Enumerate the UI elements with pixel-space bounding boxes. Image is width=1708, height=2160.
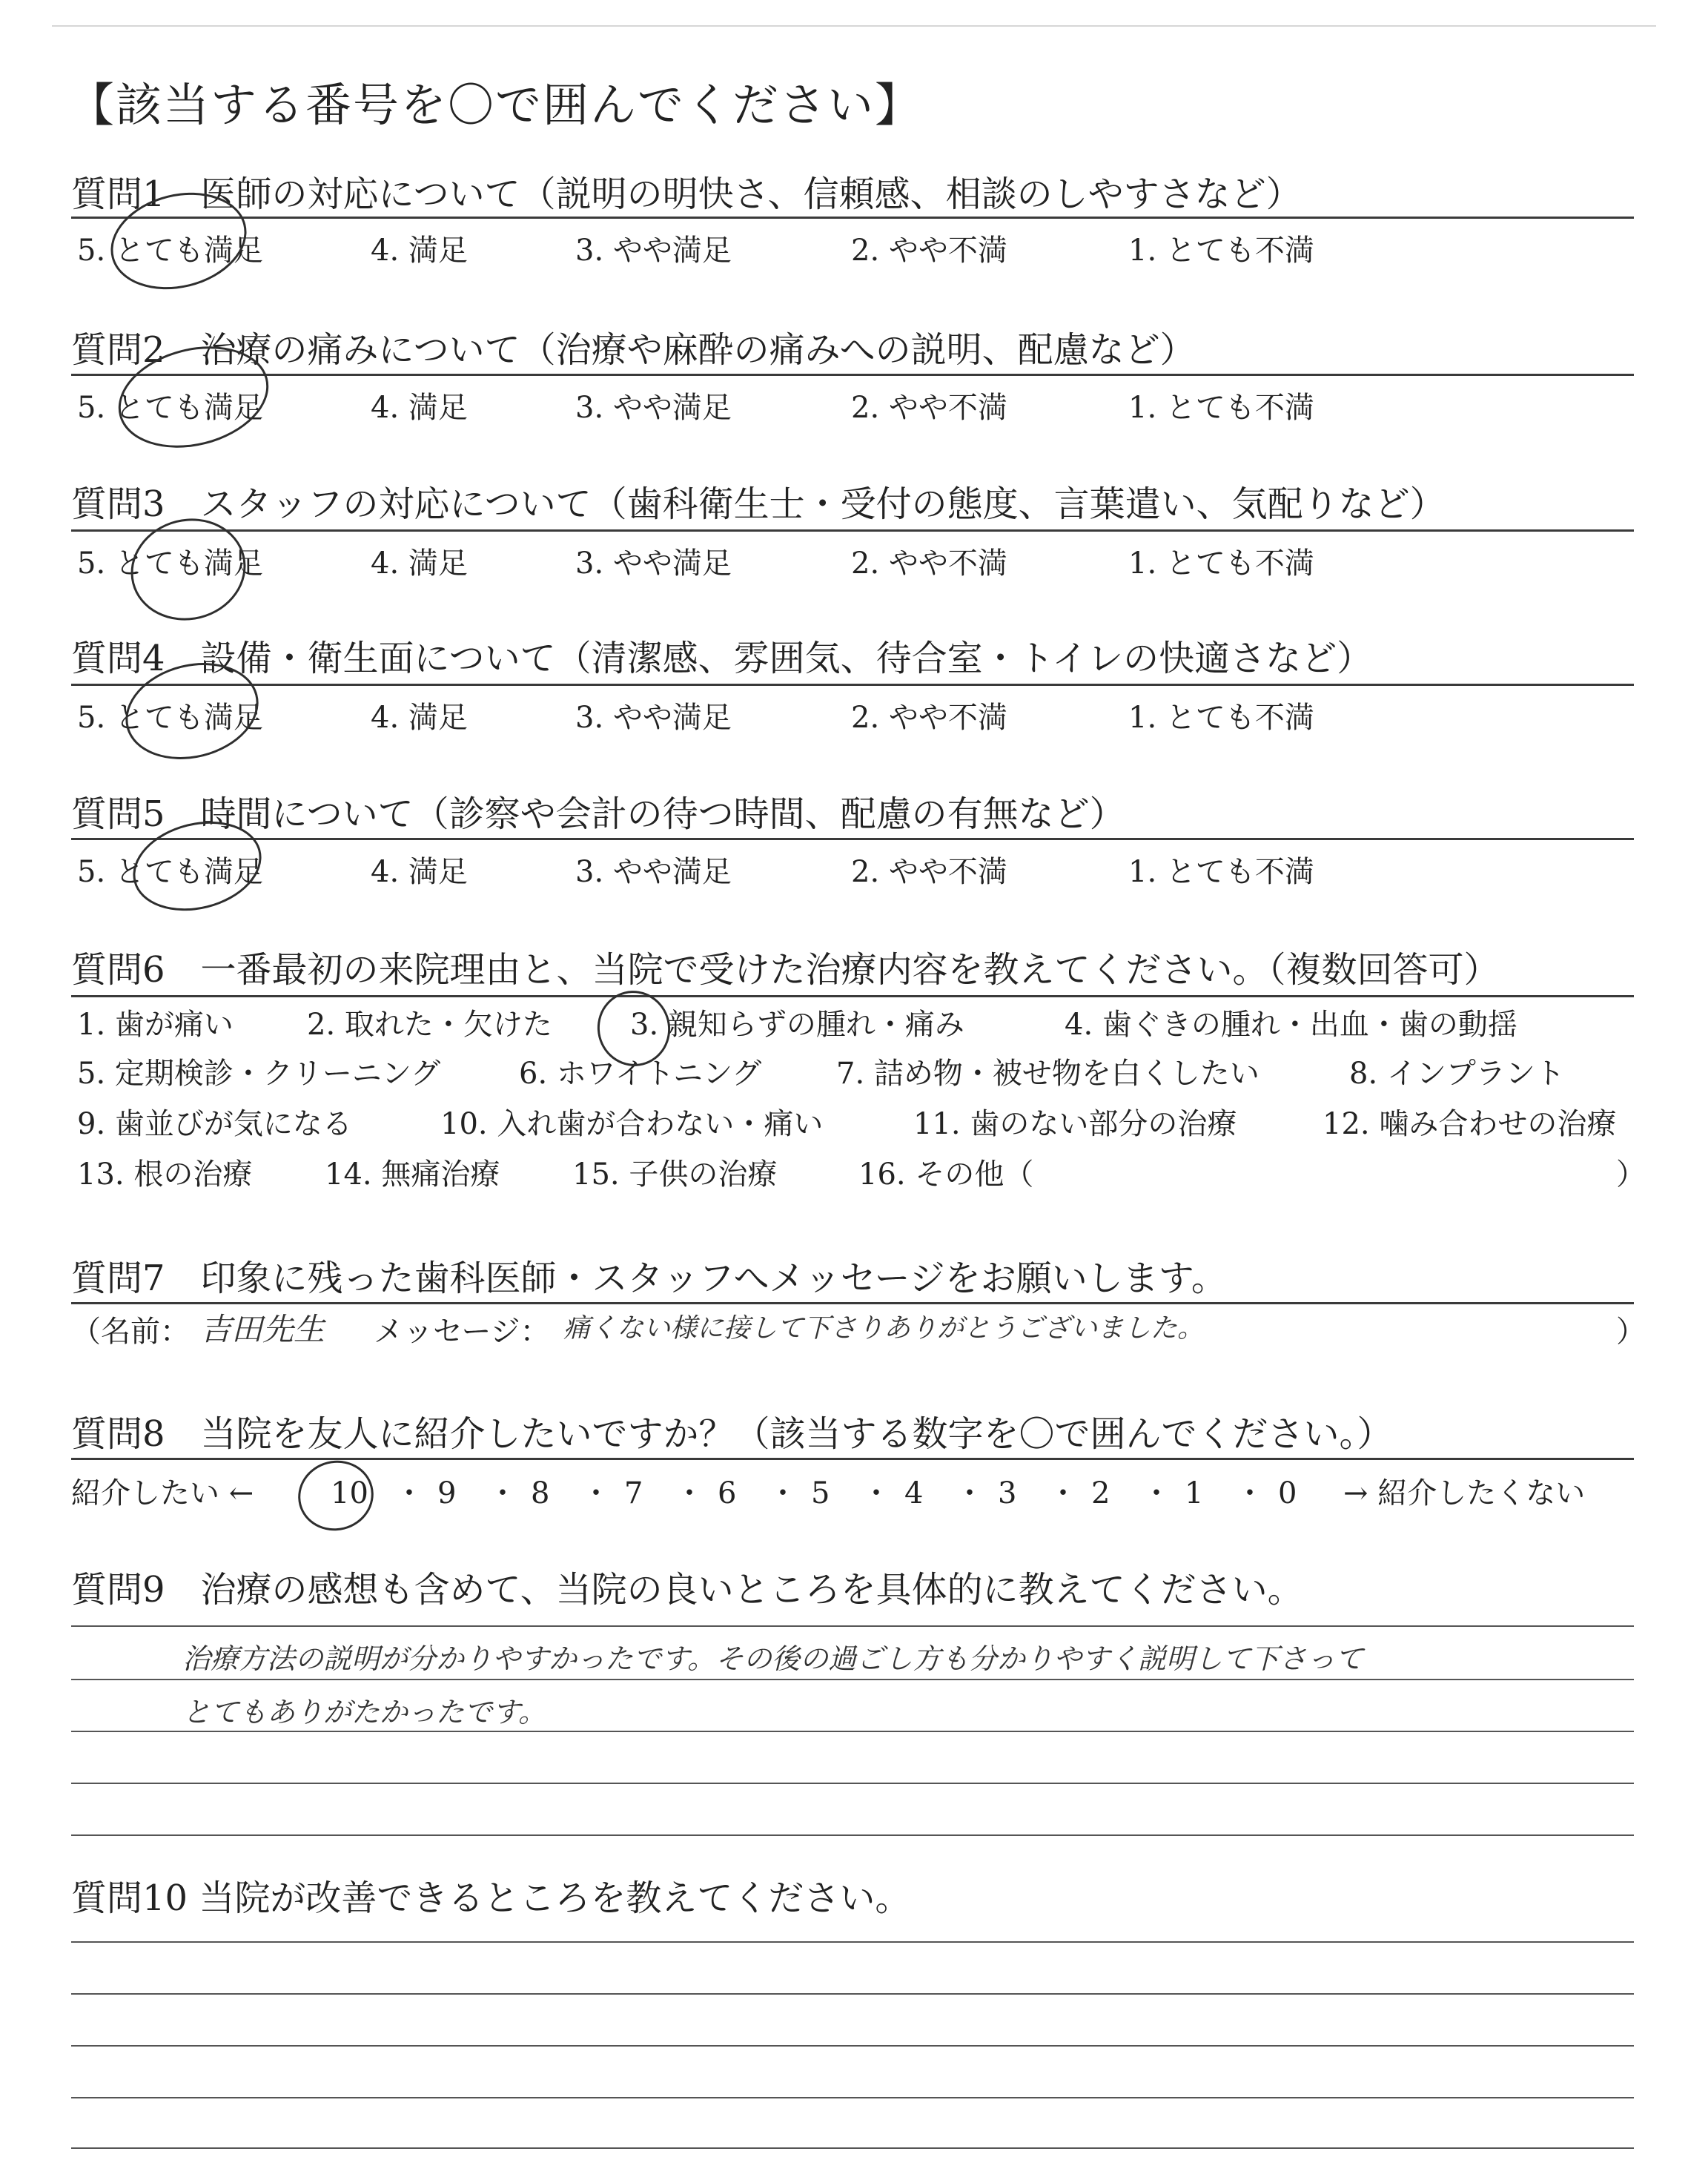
q8-sep: ・ (1048, 1476, 1078, 1510)
q9-answer-handwritten-line-1[interactable]: 治療方法の説明が分かりやすかったです。その後の過ごし方も分かりやすく説明して下さって (182, 1642, 1363, 1675)
q7-name-handwritten[interactable]: 吉田先生 (200, 1311, 325, 1347)
q8-right-label: → 紹介したくない (1343, 1476, 1586, 1510)
q3-option-1[interactable]: 1. とても不満 (1128, 546, 1314, 581)
q6-option-8[interactable]: 8. インプラント (1349, 1057, 1565, 1091)
question-7-title: 質問7 印象に残った歯科医師・スタッフへメッセージをお願いします。 (71, 1258, 1227, 1299)
q2-option-1[interactable]: 1. とても不満 (1128, 391, 1314, 425)
q3-option-4[interactable]: 4. 満足 (371, 546, 468, 581)
q2-option-2[interactable]: 2. やや不満 (851, 391, 1007, 425)
q8-sep: ・ (1142, 1476, 1171, 1510)
q6-option-12[interactable]: 12. 噛み合わせの治療 (1323, 1107, 1617, 1141)
question-1-rule (71, 217, 1634, 219)
q3-answer-circle (120, 506, 256, 633)
q1-option-5[interactable]: 5. とても満足 (77, 234, 263, 268)
q8-sep: ・ (394, 1476, 424, 1510)
question-3-rule (71, 529, 1634, 532)
q4-option-3[interactable]: 3. やや満足 (575, 701, 732, 735)
question-6-rule (71, 995, 1634, 997)
form-header: 【該当する番号を〇で囲んでください】 (68, 78, 923, 132)
question-2-rule (71, 374, 1634, 376)
q9-answer-line (71, 1731, 1634, 1732)
q10-answer-line (71, 2097, 1634, 2098)
q10-answer-line (71, 2045, 1634, 2047)
q8-sep: ・ (675, 1476, 704, 1510)
q1-option-4[interactable]: 4. 満足 (371, 234, 468, 268)
q8-left-label: 紹介したい ← (71, 1476, 254, 1510)
q2-option-4[interactable]: 4. 満足 (371, 391, 468, 425)
q5-option-4[interactable]: 4. 満足 (371, 855, 468, 889)
q9-answer-line (71, 1783, 1634, 1784)
q6-option-4[interactable]: 4. 歯ぐきの腫れ・出血・歯の動揺 (1065, 1008, 1517, 1042)
q5-option-5[interactable]: 5. とても満足 (77, 855, 263, 889)
q6-option-16[interactable]: 16. その他（ (858, 1157, 1034, 1192)
question-8-rule (71, 1458, 1634, 1460)
q7-close-paren: ） (1616, 1315, 1646, 1349)
question-8-title: 質問8 当院を友人に紹介したいですか？（該当する数字を〇で囲んでください。） (71, 1413, 1393, 1455)
q10-answer-line (71, 1941, 1634, 1943)
question-5-rule (71, 838, 1634, 840)
q8-sep: ・ (1235, 1476, 1265, 1510)
q6-option-13[interactable]: 13. 根の治療 (77, 1157, 253, 1192)
q6-option-2[interactable]: 2. 取れた・欠けた (307, 1008, 552, 1042)
q6-option-6[interactable]: 6. ホワイトニング (519, 1057, 762, 1091)
question-10-title: 質問10 当院が改善できるところを教えてください。 (71, 1877, 911, 1919)
q9-answer-handwritten-line-2[interactable]: とてもありがたかったです。 (182, 1696, 546, 1728)
q3-option-3[interactable]: 3. やや満足 (575, 546, 732, 581)
page-top-rule (52, 25, 1656, 27)
q1-option-1[interactable]: 1. とても不満 (1128, 234, 1314, 268)
q6-option-15[interactable]: 15. 子供の治療 (572, 1157, 778, 1192)
q8-scale-5[interactable]: 5 (811, 1476, 830, 1510)
q3-option-5[interactable]: 5. とても満足 (77, 546, 263, 581)
q5-option-2[interactable]: 2. やや不満 (851, 855, 1007, 889)
q4-option-1[interactable]: 1. とても不満 (1128, 701, 1314, 735)
q6-option-1[interactable]: 1. 歯が痛い (77, 1008, 234, 1042)
q8-scale-1[interactable]: 1 (1185, 1476, 1204, 1510)
q1-option-2[interactable]: 2. やや不満 (851, 234, 1007, 268)
q8-sep: ・ (581, 1476, 611, 1510)
q9-answer-line (71, 1625, 1634, 1627)
question-9-title: 質問9 治療の感想も含めて、当院の良いところを具体的に教えてください。 (71, 1569, 1303, 1611)
q8-answer-circle (291, 1453, 381, 1539)
q8-sep: ・ (861, 1476, 891, 1510)
q6-option-11[interactable]: 11. 歯のない部分の治療 (913, 1107, 1237, 1141)
q1-option-3[interactable]: 3. やや満足 (575, 234, 732, 268)
q3-option-2[interactable]: 2. やや不満 (851, 546, 1007, 581)
q6-option-14[interactable]: 14. 無痛治療 (325, 1157, 500, 1192)
q6-option-5[interactable]: 5. 定期検診・クリーニング (77, 1057, 441, 1091)
q6-option-9[interactable]: 9. 歯並びが気になる (77, 1107, 352, 1141)
q6-option-10[interactable]: 10. 入れ歯が合わない・痛い (440, 1107, 824, 1141)
q10-answer-line (71, 2147, 1634, 2149)
q6-other-close-paren: ） (1616, 1157, 1646, 1192)
question-4-title: 質問4 設備・衛生面について（清潔感、雰囲気、待合室・トイレの快適さなど） (71, 638, 1373, 679)
q8-scale-10[interactable]: 10 (331, 1476, 368, 1510)
q8-sep: ・ (488, 1476, 517, 1510)
q8-scale-8[interactable]: 8 (531, 1476, 550, 1510)
q2-option-5[interactable]: 5. とても満足 (77, 391, 263, 425)
q8-sep: ・ (955, 1476, 984, 1510)
q7-message-handwritten[interactable]: 痛くない様に接して下さりありがとうございました。 (563, 1313, 1205, 1344)
q5-option-3[interactable]: 3. やや満足 (575, 855, 732, 889)
q8-scale-0[interactable]: 0 (1278, 1476, 1297, 1510)
question-1-title: 質問1 医師の対応について（説明の明快さ、信頼感、相談のしやすさなど） (71, 174, 1302, 215)
q9-answer-line (71, 1834, 1634, 1836)
q7-message-label: メッセージ： (374, 1315, 550, 1349)
question-7-rule (71, 1302, 1634, 1304)
q8-scale-3[interactable]: 3 (998, 1476, 1017, 1510)
q8-scale-4[interactable]: 4 (904, 1476, 924, 1510)
q4-option-5[interactable]: 5. とても満足 (77, 701, 263, 735)
question-5-title: 質問5 時間について（診察や会計の待つ時間、配慮の有無など） (71, 793, 1125, 835)
q8-scale-2[interactable]: 2 (1091, 1476, 1110, 1510)
q9-answer-line (71, 1679, 1634, 1680)
q6-option-3[interactable]: 3. 親知らずの腫れ・痛み (630, 1008, 964, 1042)
q6-option-7[interactable]: 7. 詰め物・被せ物を白くしたい (836, 1057, 1260, 1091)
q2-option-3[interactable]: 3. やや満足 (575, 391, 732, 425)
q8-scale-7[interactable]: 7 (624, 1476, 643, 1510)
q4-option-2[interactable]: 2. やや不満 (851, 701, 1007, 735)
q5-option-1[interactable]: 1. とても不満 (1128, 855, 1314, 889)
question-2-title: 質問2 治療の痛みについて（治療や麻酔の痛みへの説明、配慮など） (71, 329, 1196, 371)
question-4-rule (71, 684, 1634, 686)
question-3-title: 質問3 スタッフの対応について（歯科衛生士・受付の態度、言葉遣い、気配りなど） (71, 483, 1446, 525)
question-6-title: 質問6 一番最初の来院理由と、当院で受けた治療内容を教えてください。（複数回答可） (71, 949, 1500, 991)
q8-scale-9[interactable]: 9 (437, 1476, 457, 1510)
q4-option-4[interactable]: 4. 満足 (371, 701, 468, 735)
q7-name-label: （名前： (71, 1315, 190, 1349)
q8-scale-6[interactable]: 6 (718, 1476, 737, 1510)
q10-answer-line (71, 1993, 1634, 1995)
q8-sep: ・ (768, 1476, 798, 1510)
